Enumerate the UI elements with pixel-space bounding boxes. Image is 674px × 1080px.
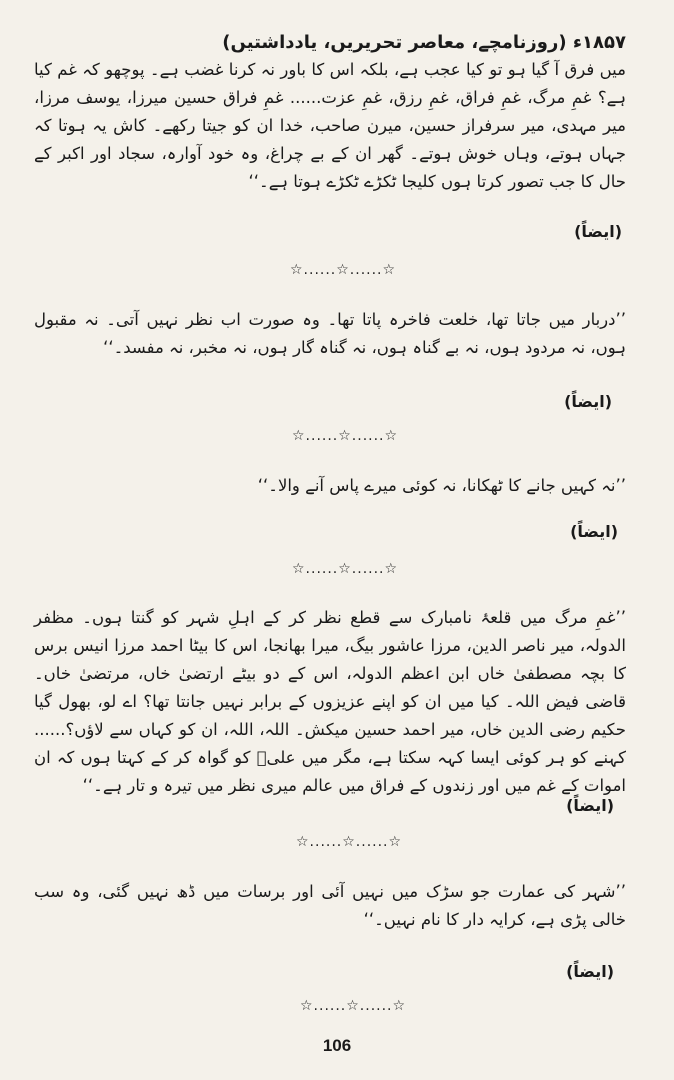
- paragraph-4: ’’غمِ مرگ میں قلعۂ نامبارک سے قطع نظر کر کے اہلِ شہر کو گنتا ہوں۔ مظفر الدولہ، میر ناصر الدین، مرزا عاشور بیگ، میرا بھانجا، اس کا بیٹا احمد مرزا انیس برس کا بچہ مصطفیٰ خاں ابن اعظم الدولہ، اس کے دو بیٹے ارتضیٰ خاں، مرتضیٰ خاں۔ قاضی فیض اللہ۔ کیا میں ان کو اپنے عزیزوں کے برابر نہیں جانتا تھا؟ اے لو، بھول گیا حکیم رضی الدین خاں، میر احمد حسین میکش۔ اللہ، اللہ، ان کو کہاں سے لاؤں؟...... کہنے کو ہر کوئی ایسا کہہ سکتا ہے، مگر میں علیؑ کو گواہ کر کے کہتا ہوں کہ ان اموات کے غم میں اور زندوں کے فراق میں عالم میری نظر میں تیرہ و تار ہے۔‘‘: [34, 608, 626, 795]
- reference-label: (ایضاً): [564, 392, 612, 411]
- reference-label: (ایضاً): [574, 222, 622, 241]
- paragraph-1: میں فرق آ گیا ہو تو کیا عجب ہے، بلکہ اس کا باور نہ کرنا غضب ہے۔ پوچھو کہ غم کیا ہے؟ غمِ مرگ، غمِ فراق، غمِ رزق، غمِ عزت...... غمِ فراق حسین میرزا، یوسف مرزا، میر مہدی، میر سرفراز حسین، میرن صاحب، خدا ان کو جیتا رکھے۔ کاش یہ ہوتا کہ جہاں ہوتے، وہاں خوش ہوتے۔ گھر ان کے بے چراغ، وہ خود آوارہ، سجاد اور اکبر کے حال کا جب تصور کرتا ہوں کلیجا ٹکڑے ٹکڑے ہوتا ہے۔‘‘: [34, 60, 626, 191]
- reference-label: (ایضاً): [570, 522, 618, 541]
- star-divider: ☆......☆......☆: [290, 262, 397, 278]
- running-header: ۱۸۵۷ء (روزنامچے، معاصر تحریریں، یادداشتیں): [222, 32, 626, 53]
- star-divider: ☆......☆......☆: [292, 561, 399, 577]
- reference-label: (ایضاً): [566, 796, 614, 815]
- paragraph-3: ’’نہ کہیں جانے کا ٹھکانا، نہ کوئی میرے پاس آنے والا۔‘‘: [257, 476, 626, 495]
- star-divider: ☆......☆......☆: [296, 834, 403, 850]
- paragraph-2: ’’دربار میں جاتا تھا، خلعت فاخرہ پاتا تھا۔ وہ صورت اب نظر نہیں آتی۔ نہ مقبول ہوں، نہ مردود ہوں، نہ بے گناہ ہوں، نہ گناہ گار ہوں، نہ مخبر، نہ مفسد۔‘‘: [34, 310, 626, 357]
- star-divider: ☆......☆......☆: [292, 428, 399, 444]
- paragraph-5: ’’شہر کی عمارت جو سڑک میں نہیں آئی اور برسات میں ڈھ نہیں گئی، وہ سب خالی پڑی ہے، کرایہ دار کا نام نہیں۔‘‘: [34, 882, 626, 929]
- star-divider: ☆......☆......☆: [300, 998, 407, 1014]
- page-number: 106: [322, 1036, 352, 1055]
- reference-label: (ایضاً): [566, 962, 614, 981]
